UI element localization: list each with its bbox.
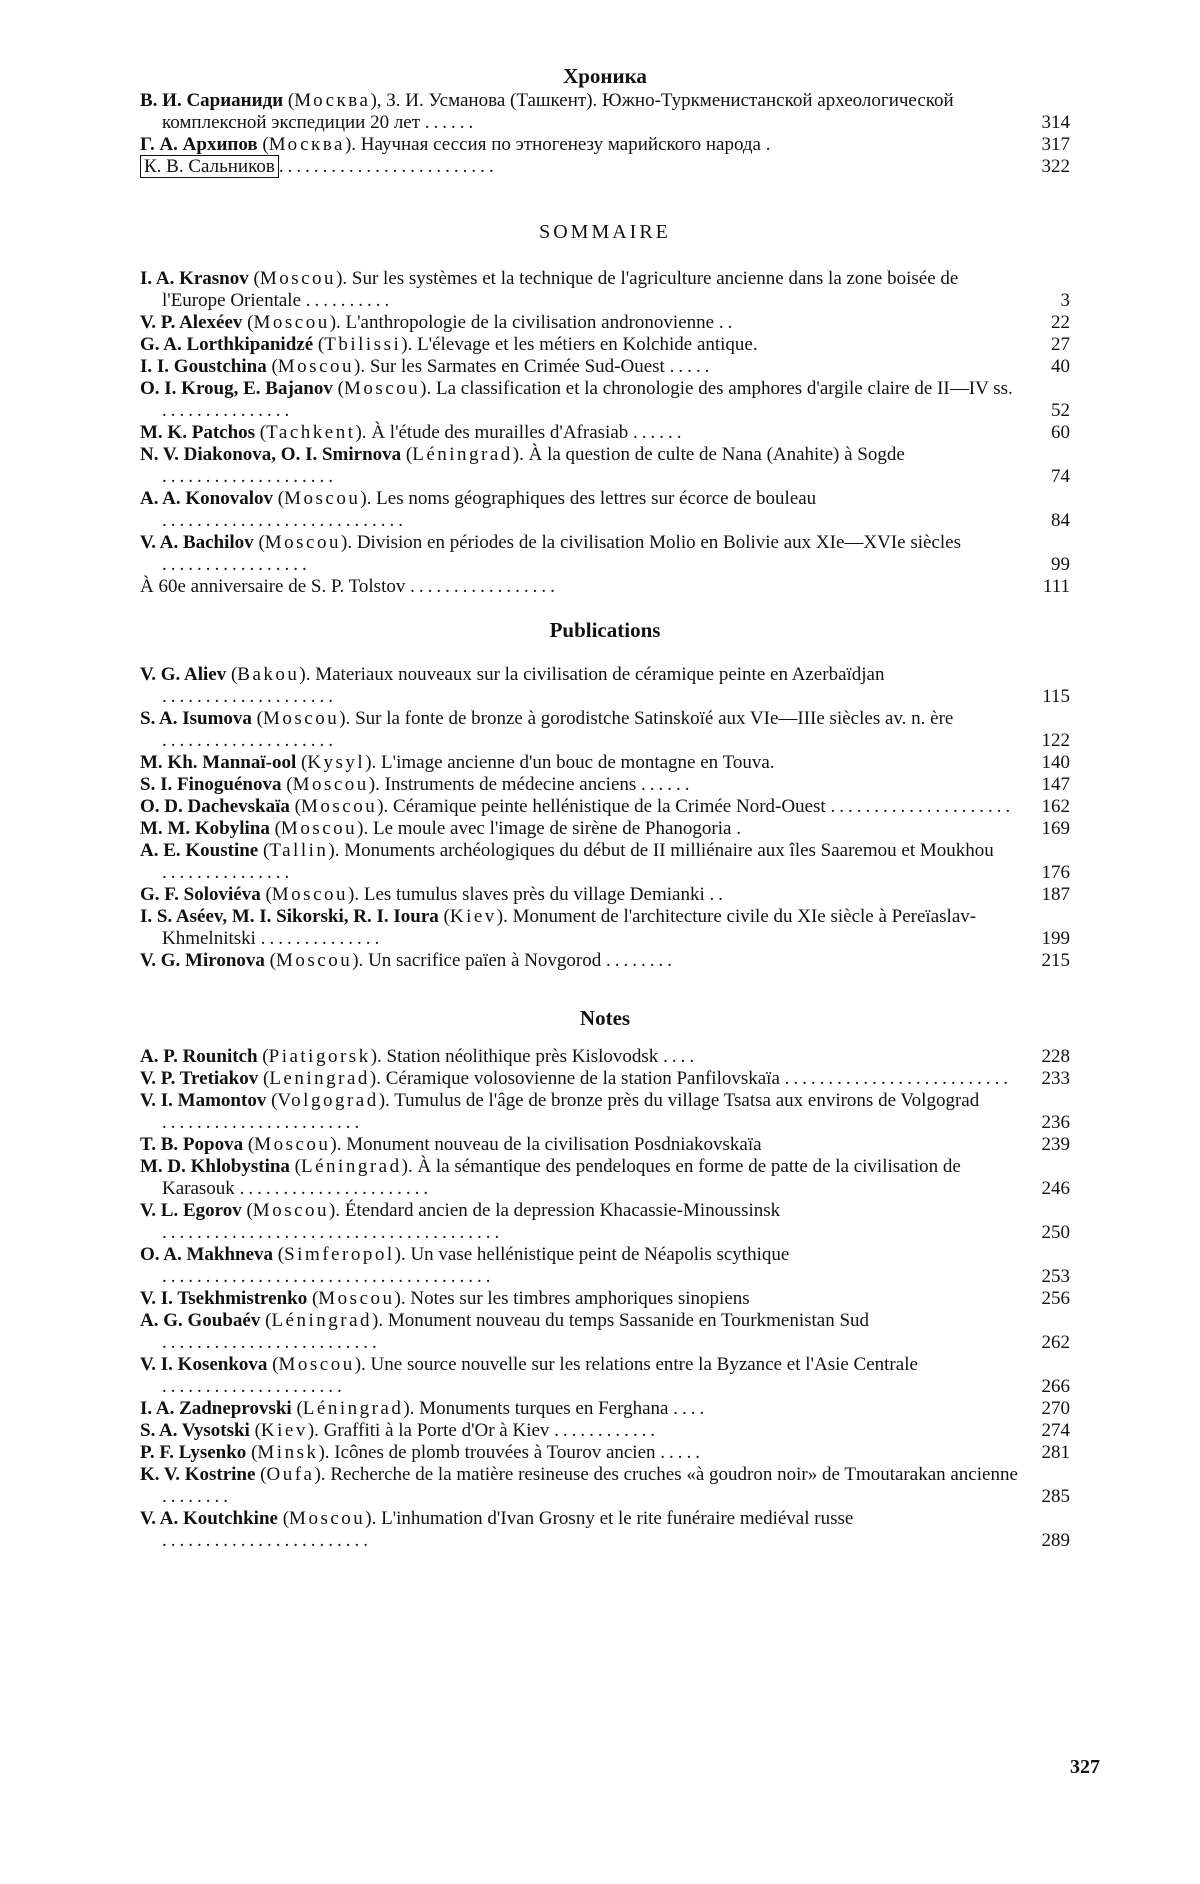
entry-page: 270	[1041, 1398, 1070, 1419]
entry-page: 239	[1041, 1134, 1070, 1155]
list-item: I. A. Zadneprovski (Léningrad). Monuments turques en Ferghana .... 270	[140, 1398, 1070, 1419]
entry-page: 169	[1041, 818, 1070, 839]
section-title: SOMMAIRE	[539, 221, 671, 243]
entry-author: M. M. Kobylina	[140, 818, 270, 839]
entry-title: Tumulus de l'âge de bronze près du village Tsatsa aux environs de Volgograd	[394, 1090, 980, 1111]
list-item: I. S. Aséev, M. I. Sikorski, R. I. Ioura (Kiev). Monument de l'architecture civile du XIe siècle à Pereïaslav-Khmelnitski .............. 199	[140, 906, 1070, 949]
entry-page: 187	[1041, 884, 1070, 905]
entry-author: M. D. Khlobystina	[140, 1156, 290, 1177]
table-of-contents	[140, 62, 1070, 1552]
entry-author: A. G. Goubaév	[140, 1310, 261, 1331]
entry-title: L'image ancienne d'un bouc de montagne en Touva.	[381, 752, 775, 773]
entry-page: 40	[1051, 356, 1070, 377]
list-item: V. P. Tretiakov (Leningrad). Céramique volosovienne de la station Panfilovskaïa .......................... 233	[140, 1068, 1070, 1089]
entry-city: Moscou	[318, 1288, 395, 1309]
entry-author: V. L. Egorov	[140, 1200, 242, 1221]
entry-author: I. S. Aséev, M. I. Sikorski, R. I. Ioura	[140, 906, 439, 927]
entry-city: Leningrad	[269, 1068, 370, 1089]
list-item: M. Kh. Mannaï-ool (Kysyl). L'image ancienne d'un bouc de montagne en Touva. 140	[140, 752, 1070, 773]
entry-city: Москва	[294, 90, 371, 111]
entry-title: Instruments de médecine anciens	[384, 774, 637, 795]
entry-city: Kiev	[260, 1420, 308, 1441]
list-item: I. I. Goustchina (Moscou). Sur les Sarmates en Crimée Sud-Ouest ..... 40	[140, 356, 1070, 377]
entry-page: 140	[1041, 752, 1070, 773]
list-item: A. E. Koustine (Tallin). Monuments archéologiques du début de II milliénaire aux îles Saaremou et Moukhou ............... 176	[140, 840, 1070, 883]
entry-author: A. A. Konovalov	[140, 488, 274, 509]
entry-author: O. I. Kroug, E. Bajanov	[140, 378, 333, 399]
entry-page: 274	[1041, 1420, 1070, 1441]
entry-page: 233	[1041, 1068, 1070, 1089]
entry-title: Monuments archéologiques du début de II milliénaire aux îles Saaremou et Moukhou	[344, 840, 994, 861]
entry-page: 236	[1041, 1112, 1070, 1133]
entry-page: 266	[1041, 1376, 1070, 1397]
entry-city: Moscou	[289, 1508, 366, 1529]
entry-author: A. E. Koustine	[140, 840, 259, 861]
entry-author: V. A. Bachilov	[140, 532, 254, 553]
entry-page: 314	[1041, 112, 1070, 133]
entry-title: L'élevage et les métiers en Kolchide antique.	[417, 334, 758, 355]
entry-city: Tachkent	[266, 422, 356, 443]
entry-page: 317	[1041, 134, 1070, 155]
entry-page: 84	[1051, 510, 1070, 531]
entry-author: I. A. Zadneprovski	[140, 1398, 292, 1419]
entry-city: Moscou	[271, 884, 349, 905]
entry-city: Moscou	[252, 1200, 330, 1221]
list-item: В. И. Сарианиди (Москва), З. И. Усманова (Ташкент). Южно-Туркменистанской археологической комплексной экспедиции 20 лет ...... 314	[140, 90, 1070, 133]
list-item: O. D. Dachevskaïa (Moscou). Céramique peinte hellénistique de la Crimée Nord-Ouest ..................... 162	[140, 796, 1070, 817]
entry-title: Division en périodes de la civilisation Molio en Bolivie aux XIe—XVIe siècles	[356, 532, 961, 553]
entry-author: T. B. Popova	[140, 1134, 244, 1155]
entry-title: Céramique volosovienne de la station Panfilovskaïa	[385, 1068, 780, 1089]
entry-title: À l'étude des murailles d'Afrasiab	[371, 422, 629, 443]
list-item: G. A. Lorthkipanidzé (Tbilissi). L'élevage et les métiers en Kolchide antique. 27	[140, 334, 1070, 355]
entry-title: Le moule avec l'image de sirène de Phanogoria	[372, 818, 732, 839]
entry-page: 162	[1041, 796, 1070, 817]
entry-page: 253	[1041, 1266, 1070, 1287]
section-notes	[140, 1004, 1070, 1552]
entry-author: O. A. Makhneva	[140, 1244, 274, 1265]
entry-city: Piatigorsk	[268, 1046, 371, 1067]
list-item: O. I. Kroug, E. Bajanov (Moscou). La classification et la chronologie des amphores d'argile claire de II—IV ss. ............... 52	[140, 378, 1070, 421]
entry-page: 228	[1041, 1046, 1070, 1067]
entry-author: V. A. Koutchkine	[140, 1508, 278, 1529]
list-item: S. A. Vysotski (Kiev). Graffiti à la Porte d'Or à Kiev ............ 274	[140, 1420, 1070, 1441]
entry-author: V. P. Alexéev	[140, 312, 243, 333]
entry-page: 250	[1041, 1222, 1070, 1243]
list-item: I. A. Krasnov (Moscou). Sur les systèmes et la technique de l'agriculture ancienne dans la zone boisée de l'Europe Orientale .......... 3	[140, 268, 1070, 311]
entry-title: Sur les systèmes et la technique de l'agriculture ancienne dans la zone boisée de l'Europe Orientale	[162, 268, 959, 311]
entry-author: S. A. Vysotski	[140, 1420, 250, 1441]
entry-city: Volgograd	[277, 1090, 379, 1111]
entry-city: Moscou	[343, 378, 421, 399]
entry-page: 27	[1051, 334, 1070, 355]
list-item: S. A. Isumova (Moscou). Sur la fonte de bronze à gorodistche Satinskoïé aux VIe—IIIe siècles av. n. ère .................... 122	[140, 708, 1070, 751]
entry-page: 22	[1051, 312, 1070, 333]
entry-city: Bakou	[237, 664, 300, 685]
entry-title: L'anthropologie de la civilisation andronovienne	[345, 312, 715, 333]
list-item: M. K. Patchos (Tachkent). À l'étude des murailles d'Afrasiab ...... 60	[140, 422, 1070, 443]
entry-city: Tbilissi	[324, 334, 402, 355]
entry-title: Une source nouvelle sur les relations entre la Byzance et l'Asie Centrale	[370, 1354, 918, 1375]
entry-page: 322	[1041, 156, 1070, 177]
entry-city: Moscou	[300, 796, 378, 817]
list-item: À 60e anniversaire de S. P. Tolstov ................. 111	[140, 576, 1070, 597]
entry-author: V. I. Kosenkova	[140, 1354, 268, 1375]
entry-title: З. И. Усманова (Ташкент). Южно-Туркменистанской археологической комплексной экспедиции 20 лет	[162, 90, 954, 133]
entry-title: Monument nouveau du temps Sassanide en Tourkmenistan Sud	[387, 1310, 870, 1331]
entry-author: O. D. Dachevskaïa	[140, 796, 290, 817]
entry-title: Materiaux nouveaux sur la civilisation de céramique peinte en Azerbaïdjan	[315, 664, 885, 685]
entry-author: К. В. Сальников	[140, 155, 279, 178]
entry-page: 122	[1041, 730, 1070, 751]
entry-page: 99	[1051, 554, 1070, 575]
entry-title: Monument de l'architecture civile du XIe siècle à Pereïaslav-Khmelnitski	[162, 906, 977, 949]
list-item: O. A. Makhneva (Simferopol). Un vase hellénistique peint de Néapolis scythique ...................................... 253	[140, 1244, 1070, 1287]
entry-page: 215	[1041, 950, 1070, 971]
entry-author: G. F. Soloviéva	[140, 884, 261, 905]
entry-city: Moscou	[278, 1354, 355, 1375]
entry-city: Kysyl	[307, 752, 366, 773]
entry-city: Москва	[268, 134, 345, 155]
list-item: К. В. Сальников ......................... 322	[140, 156, 1070, 178]
entry-page: 262	[1041, 1332, 1070, 1353]
list-item: V. G. Aliev (Bakou). Materiaux nouveaux sur la civilisation de céramique peinte en Azerbaïdjan .................... 115	[140, 664, 1070, 707]
entry-title: Les noms géographiques des lettres sur écorce de bouleau	[376, 488, 817, 509]
entry-city: Moscou	[259, 268, 337, 289]
entry-page: 147	[1041, 774, 1070, 795]
entry-city: Moscou	[254, 1134, 331, 1155]
entry-title: Научная сессия по этногенезу марийского народа	[360, 134, 761, 155]
entry-page: 199	[1041, 928, 1070, 949]
entry-title: Icônes de plomb trouvées à Tourov ancien	[334, 1442, 656, 1463]
entry-title: Monuments turques en Ferghana	[419, 1398, 669, 1419]
entry-city: Kiev	[449, 906, 497, 927]
entry-city: Léningrad	[412, 444, 513, 465]
entry-title: Un vase hellénistique peint de Néapolis scythique	[410, 1244, 790, 1265]
list-item: A. A. Konovalov (Moscou). Les noms géographiques des lettres sur écorce de bouleau ............................ 84	[140, 488, 1070, 531]
entry-title: L'inhumation d'Ivan Grosny et le rite funéraire mediéval russe	[381, 1508, 854, 1529]
list-item: G. F. Soloviéva (Moscou). Les tumulus slaves près du village Demianki .. 187	[140, 884, 1070, 905]
entry-city: Simferopol	[284, 1244, 395, 1265]
entry-author: M. Kh. Mannaï-ool	[140, 752, 297, 773]
section-sommaire	[140, 218, 1070, 598]
entry-city: Moscou	[277, 356, 355, 377]
list-item: M. D. Khlobystina (Léningrad). À la sémantique des pendeloques en forme de patte de la civilisation de Karasouk ...................... 246	[140, 1156, 1070, 1199]
entry-author: A. P. Rounitch	[140, 1046, 258, 1067]
entry-page: 111	[1042, 576, 1070, 597]
entry-city: Tallin	[269, 840, 329, 861]
entry-author: V. P. Tretiakov	[140, 1068, 259, 1089]
entry-author: V. I. Mamontov	[140, 1090, 267, 1111]
entry-city: Léningrad	[302, 1398, 404, 1419]
page-number: 327	[1070, 1756, 1100, 1778]
entry-author: P. F. Lysenko	[140, 1442, 247, 1463]
entry-city: Léningrad	[271, 1310, 373, 1331]
entry-page: 285	[1041, 1486, 1070, 1507]
entry-author: I. A. Krasnov	[140, 268, 249, 289]
list-item: P. F. Lysenko (Minsk). Icônes de plomb trouvées à Tourov ancien ..... 281	[140, 1442, 1070, 1463]
entry-author: K. V. Kostrine	[140, 1464, 256, 1485]
entry-page: 60	[1051, 422, 1070, 443]
entry-page: 176	[1041, 862, 1070, 883]
entry-page: 3	[1060, 290, 1070, 311]
entry-author: В. И. Сарианиди	[140, 90, 284, 111]
entry-author: V. G. Mironova	[140, 950, 265, 971]
entry-city: Moscou	[263, 708, 340, 729]
entry-page: 52	[1051, 400, 1070, 421]
entry-author: G. A. Lorthkipanidzé	[140, 334, 314, 355]
entry-page: 74	[1051, 466, 1070, 487]
section-title: Notes	[579, 1006, 631, 1030]
entry-city: Moscou	[284, 488, 361, 509]
list-item: V. P. Alexéev (Moscou). L'anthropologie de la civilisation andronovienne .. 22	[140, 312, 1070, 333]
entry-page: 246	[1041, 1178, 1070, 1199]
list-item: V. A. Koutchkine (Moscou). L'inhumation d'Ivan Grosny et le rite funéraire mediéval russe ........................ 289	[140, 1508, 1070, 1551]
entry-author: M. K. Patchos	[140, 422, 256, 443]
entry-page: 281	[1041, 1442, 1070, 1463]
entry-title: Notes sur les timbres amphoriques sinopiens	[410, 1288, 750, 1309]
entry-city: Moscou	[276, 950, 353, 971]
entry-title: Recherche de la matière resineuse des cruches «à goudron noir» de Tmoutarakan ancienne	[330, 1464, 1018, 1485]
entry-author: S. A. Isumova	[140, 708, 252, 729]
entry-city: Moscou	[264, 532, 341, 553]
list-item: V. L. Egorov (Moscou). Étendard ancien de la depression Khacassie-Minoussinsk ....................................... 250	[140, 1200, 1070, 1243]
section-chronicle	[140, 62, 1070, 178]
entry-title: Monument nouveau de la civilisation Posdniakovskaïa	[346, 1134, 762, 1155]
section-title: Publications	[549, 618, 661, 642]
entry-page: 115	[1042, 686, 1070, 707]
entry-title: Sur les Sarmates en Crimée Sud-Ouest	[369, 356, 665, 377]
entry-page: 289	[1041, 1530, 1070, 1551]
entry-author: Г. А. Архипов	[140, 134, 258, 155]
entry-title: À la question de culte de Nana (Anahite) à Sogde	[528, 444, 905, 465]
list-item: A. G. Goubaév (Léningrad). Monument nouveau du temps Sassanide en Tourkmenistan Sud ......................... 262	[140, 1310, 1070, 1353]
list-item: T. B. Popova (Moscou). Monument nouveau de la civilisation Posdniakovskaïa 239	[140, 1134, 1070, 1155]
entry-page: 256	[1041, 1288, 1070, 1309]
entry-city: Moscou	[253, 312, 330, 333]
entry-author: N. V. Diakonova, O. I. Smirnova	[140, 444, 402, 465]
entry-author: V. G. Aliev	[140, 664, 227, 685]
entry-title: À 60e anniversaire de S. P. Tolstov	[140, 576, 406, 597]
list-item: V. G. Mironova (Moscou). Un sacrifice païen à Novgorod ........ 215	[140, 950, 1070, 971]
list-item: A. P. Rounitch (Piatigorsk). Station néolithique près Kislovodsk .... 228	[140, 1046, 1070, 1067]
section-publications	[140, 616, 1070, 972]
entry-title: La classification et la chronologie des amphores d'argile claire de II—IV ss.	[436, 378, 1013, 399]
entry-title: Station néolithique près Kislovodsk	[386, 1046, 659, 1067]
entry-author: V. I. Tsekhmistrenko	[140, 1288, 308, 1309]
entry-title: Les tumulus slaves près du village Demianki	[363, 884, 705, 905]
list-item: M. M. Kobylina (Moscou). Le moule avec l'image de sirène de Phanogoria . 169	[140, 818, 1070, 839]
list-item: N. V. Diakonova, O. I. Smirnova (Léningrad). À la question de culte de Nana (Anahite) à Sogde .................... 74	[140, 444, 1070, 487]
section-title: Хроника	[563, 64, 647, 88]
list-item: S. I. Finoguénova (Moscou). Instruments de médecine anciens ...... 147	[140, 774, 1070, 795]
entry-city: Moscou	[292, 774, 369, 795]
entry-city: Moscou	[280, 818, 358, 839]
list-item: V. I. Mamontov (Volgograd). Tumulus de l'âge de bronze près du village Tsatsa aux environs de Volgograd ....................... 236	[140, 1090, 1070, 1133]
entry-title: Étendard ancien de la depression Khacassie-Minoussinsk	[344, 1200, 781, 1221]
list-item: K. V. Kostrine (Oufa). Recherche de la matière resineuse des cruches «à goudron noir» de Tmoutarakan ancienne ........ 285	[140, 1464, 1070, 1507]
entry-title: Graffiti à la Porte d'Or à Kiev	[323, 1420, 550, 1441]
entry-title: À la sémantique des pendeloques en forme de patte de la civilisation de Karasouk	[162, 1156, 961, 1199]
entry-city: Minsk	[257, 1442, 319, 1463]
entry-title: Céramique peinte hellénistique de la Crimée Nord-Ouest	[393, 796, 826, 817]
list-item: V. I. Tsekhmistrenko (Moscou). Notes sur les timbres amphoriques sinopiens 256	[140, 1288, 1070, 1309]
list-item: V. I. Kosenkova (Moscou). Une source nouvelle sur les relations entre la Byzance et l'Asie Centrale ..................... 266	[140, 1354, 1070, 1397]
entry-city: Oufa	[266, 1464, 315, 1485]
entry-city: Léningrad	[301, 1156, 402, 1177]
entry-title: Sur la fonte de bronze à gorodistche Satinskoïé aux VIe—IIIe siècles av. n. ère	[355, 708, 954, 729]
entry-author: I. I. Goustchina	[140, 356, 267, 377]
entry-title: Un sacrifice païen à Novgorod	[368, 950, 602, 971]
entry-author: S. I. Finoguénova	[140, 774, 282, 795]
list-item: Г. А. Архипов (Москва). Научная сессия по этногенезу марийского народа . 317	[140, 134, 1070, 155]
list-item: V. A. Bachilov (Moscou). Division en périodes de la civilisation Molio en Bolivie aux XIe—XVIe siècles ................. 99	[140, 532, 1070, 575]
